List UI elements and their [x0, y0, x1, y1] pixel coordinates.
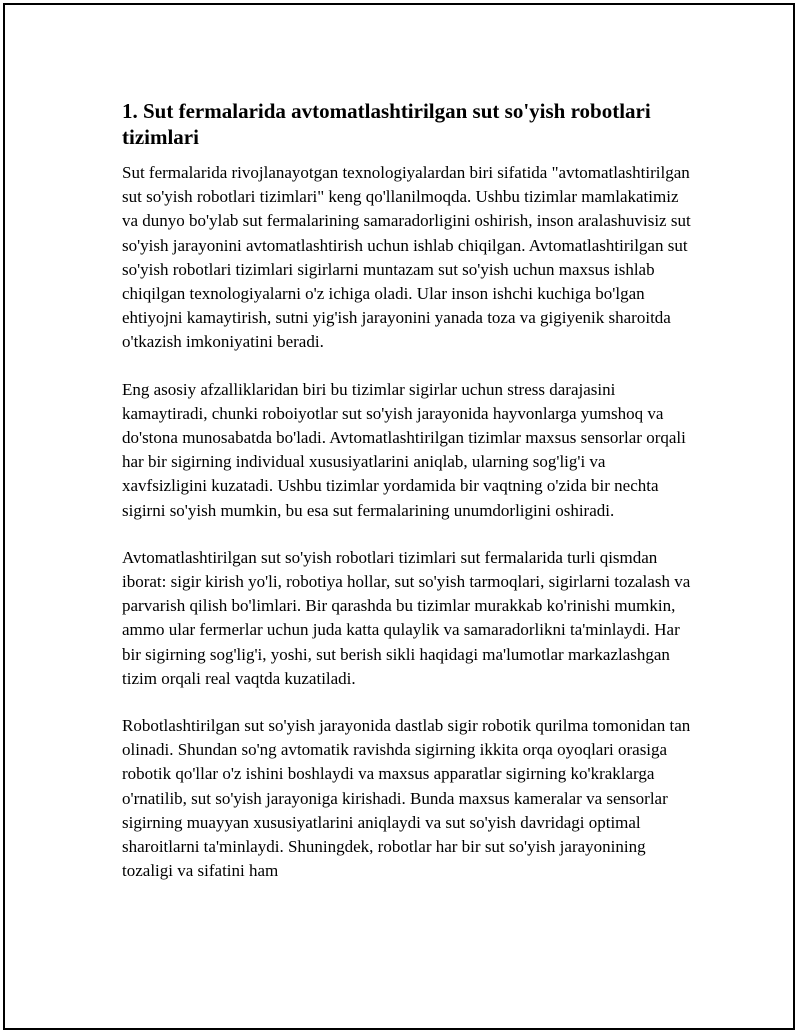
paragraph-2: Eng asosiy afzalliklaridan biri bu tizimlar sigirlar uchun stress darajasini kamaytiradi, chunki roboiyotlar sut so'yish jarayonida hayvonlarga yumshoq va do'stona munosabatda bo'ladi. Avtomatlashtirilgan tizimlar maxsus sensorlar orqali har bir sigirning individual xususiyatlarini aniqlab, ularning sog'lig'i va xavfsizligini kuzatadi. Ushbu tizimlar yordamida bir vaqtning o'zida bir nechta sigirni so'yish mumkin, bu esa sut fermalarining unumdorligini oshiradi.: [122, 379, 686, 520]
paragraph-3: Avtomatlashtirilgan sut so'yish robotlari tizimlari sut fermalarida turli qismdan iborat: sigir kirish yo'li, robotiya hollar, sut so'yish tarmoqlari, sigirlarni tozalash va parvarish qilish bo'limlari. Bir qarashda bu tizimlar murakkab ko'rinishi mumkin, ammo ular fermerlar uchun juda katta qulaylik va samaradorlikni ta'minlaydi. Har bir sigirning sog'lig'i, yoshi, sut berish sikli haqidagi ma'lumotlar markazlashgan tizim orqali real vaqtda kuzatiladi.: [122, 547, 691, 688]
page-frame: [3, 3, 795, 1030]
document-body: [122, 98, 694, 906]
section-heading: 1. Sut fermalarida avtomatlashtirilgan sut so'yish robotlari tizimlari: [122, 99, 651, 149]
paragraph-4: Robotlashtirilgan sut so'yish jarayonida dastlab sigir robotik qurilma tomonidan tan olinadi. Shundan so'ng avtomatik ravishda sigirning ikkita orqa oyoqlari orasiga robotik qo'llar o'z ishini boshlaydi va maxsus apparatlar sigirning ko'kraklarga o'rnatilib, sut so'yish jarayoniga kirishadi. Bunda maxsus kameralar va sensorlar sigirning muayyan xususiyatlarini aniqlaydi va sut so'yish davridagi optimal sharoitlarni ta'minlaydi. Shuningdek, robotlar har bir sut so'yish jarayonining tozaligi va sifatini ham: [122, 716, 691, 881]
paragraph-1: Sut fermalarida rivojlanayotgan texnologiyalardan biri sifatida "avtomatlashtirilgan sut so'yish robotlari tizimlari" keng qo'llanilmoqda. Ushbu tizimlar mamlakatimiz va dunyo bo'ylab sut fermalarining samaradorligini oshirish, inson aralashuvisiz sut so'yish jarayonini avtomatlashtirish uchun ishlab chiqilgan. Avtomatlashtirilgan sut so'yish robotlari tizimlari sigirlarni muntazam sut so'yish uchun maxsus ishlab chiqilgan texnologiyalarni o'z ichiga oladi. Ular inson ishchi kuchiga bo'lgan ehtiyojni kamaytirish, sutni yig'ish jarayonini yanada toza va gigiyenik sharoitda o'tkazish imkoniyatini beradi.: [122, 163, 691, 352]
